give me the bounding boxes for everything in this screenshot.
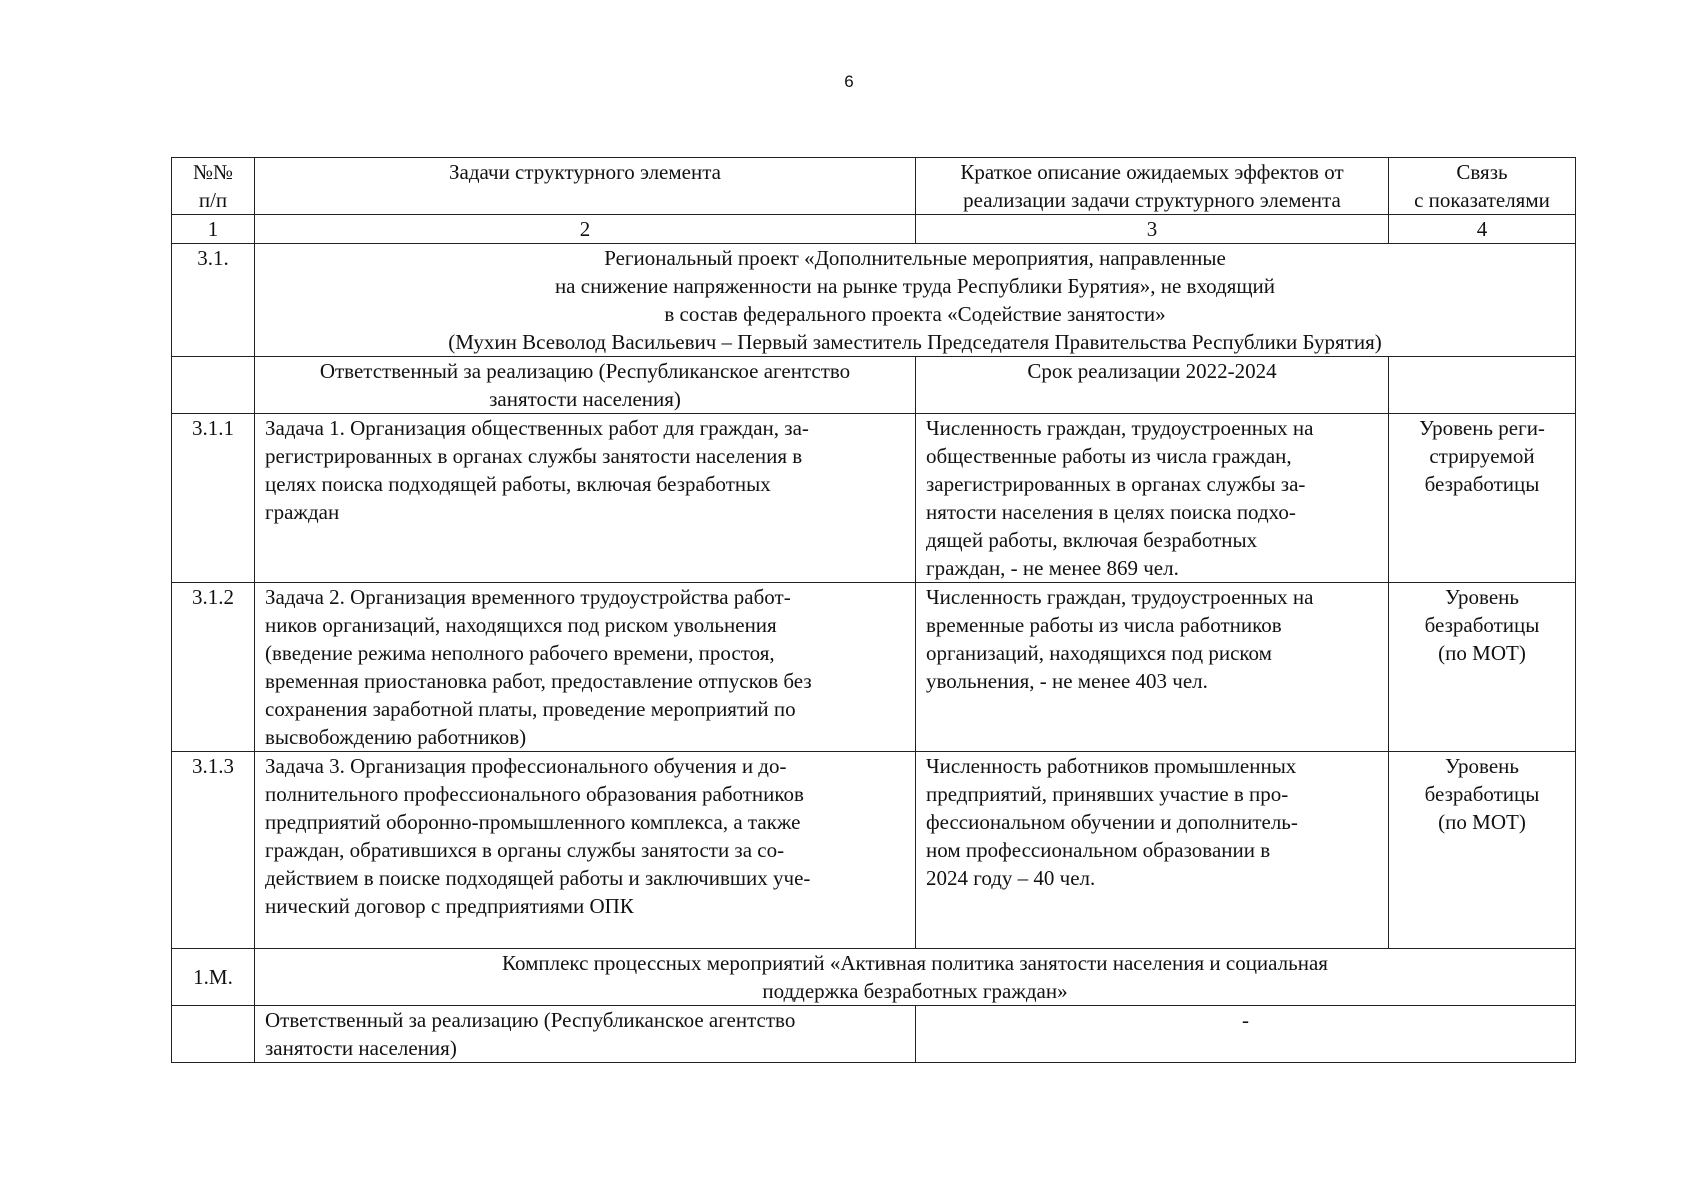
header-link-line: Связь	[1456, 160, 1508, 184]
section-num: 3.1.	[172, 244, 255, 357]
task-line: предприятий оборонно-промышленного комплекса, а также	[265, 810, 801, 834]
section-row	[172, 244, 1576, 357]
section-title-line: в состав федерального проекта «Содействие занятости»	[664, 302, 1166, 326]
task-cell	[255, 752, 916, 949]
section-title	[255, 949, 1576, 1006]
table-row	[172, 583, 1576, 752]
effect-line: Численность граждан, трудоустроенных на	[926, 585, 1314, 609]
column-number: 4	[1389, 215, 1576, 244]
column-number: 2	[255, 215, 916, 244]
indicator-line: безработицы	[1424, 613, 1540, 637]
header-tasks: Задачи структурного элемента	[255, 158, 916, 215]
task-cell	[255, 414, 916, 583]
effect-line: нятости населения в целях поиска подхо-	[926, 500, 1296, 524]
indicator-line: безработицы	[1424, 782, 1540, 806]
term-cell: Срок реализации 2022-2024	[916, 357, 1389, 414]
column-number: 3	[916, 215, 1389, 244]
section-title-line: поддержка безработных граждан»	[762, 979, 1068, 1003]
table-row	[172, 752, 1576, 949]
section-num: 1.М.	[172, 949, 255, 1006]
effect-line: граждан, - не менее 869 чел.	[926, 556, 1179, 580]
section-title-line: (Мухин Всеволод Васильевич – Первый заместитель Председателя Правительства Республики Бурятия)	[448, 330, 1382, 354]
indicator-line: Уровень реги-	[1419, 416, 1545, 440]
task-line: действием в поиске подходящей работы и заключивших уче-	[265, 866, 811, 890]
row-num: 3.1.1	[172, 414, 255, 583]
effect-cell	[916, 414, 1389, 583]
task-line: целях поиска подходящей работы, включая безработных	[265, 472, 771, 496]
column-number-row	[172, 215, 1576, 244]
header-link	[1389, 158, 1576, 215]
responsible-line: Ответственный за реализацию (Республиканское агентство	[319, 359, 851, 383]
header-effects-line: Краткое описание ожидаемых эффектов от	[960, 160, 1344, 184]
effect-line: Численность работников промышленных	[926, 754, 1297, 778]
row-num: 3.1.2	[172, 583, 255, 752]
header-effects	[916, 158, 1389, 215]
indicator-line: безработицы	[1424, 472, 1540, 496]
effect-line: зарегистрированных в органах службы за-	[926, 472, 1306, 496]
indicator-line: (по МОТ)	[1438, 810, 1526, 834]
task-cell	[255, 583, 916, 752]
task-line: регистрированных в органах службы занятости населения в	[265, 444, 803, 468]
responsible-cell	[255, 357, 916, 414]
empty-cell	[172, 1006, 255, 1063]
effect-line: ном профессиональном образовании в	[926, 838, 1271, 862]
task-line: полнительного профессионального образования работников	[265, 782, 804, 806]
effect-line: временные работы из числа работников	[926, 613, 1282, 637]
task-line: (введение режима неполного рабочего времени, простоя,	[265, 641, 775, 665]
effect-cell	[916, 752, 1389, 949]
header-num	[172, 158, 255, 215]
task-line: временная приостановка работ, предоставление отпусков без	[265, 669, 812, 693]
empty-cell	[1389, 357, 1576, 414]
effect-line: общественные работы из числа граждан,	[926, 444, 1292, 468]
task-line: граждан, обратившихся в органы службы занятости за со-	[265, 838, 785, 862]
effect-line: фессиональном обучении и дополнитель-	[926, 810, 1298, 834]
effect-line: Численность граждан, трудоустроенных на	[926, 416, 1314, 440]
task-line: Задача 2. Организация временного трудоустройства работ-	[265, 585, 791, 609]
responsible-line: Ответственный за реализацию (Республиканское агентство	[265, 1008, 796, 1032]
indicator-cell	[1389, 583, 1576, 752]
row-num: 3.1.3	[172, 752, 255, 949]
effect-cell	[916, 583, 1389, 752]
section-title	[255, 244, 1576, 357]
task-line: Задача 1. Организация общественных работ для граждан, за-	[265, 416, 809, 440]
task-line: Задача 3. Организация профессионального обучения и до-	[265, 754, 787, 778]
header-effects-line: реализации задачи структурного элемента	[963, 188, 1341, 212]
effect-line: организаций, находящихся под риском	[926, 641, 1272, 665]
indicator-cell	[1389, 752, 1576, 949]
task-line: нический договор с предприятиями ОПК	[265, 894, 634, 918]
indicator-cell	[1389, 414, 1576, 583]
responsible-row	[172, 357, 1576, 414]
empty-cell	[172, 357, 255, 414]
structural-elements-table	[171, 157, 1576, 1063]
indicator-line: (по МОТ)	[1438, 641, 1526, 665]
indicator-line: Уровень	[1445, 585, 1519, 609]
task-line: граждан	[265, 500, 340, 524]
section-title-line: Региональный проект «Дополнительные мероприятия, направленные	[604, 246, 1226, 270]
section-title-line: на снижение напряженности на рынке труда Республики Бурятия», не входящий	[554, 274, 1276, 298]
task-line: сохранения заработной платы, проведение мероприятий по	[265, 697, 796, 721]
task-line: высвобождению работников)	[265, 725, 527, 749]
column-number: 1	[172, 215, 255, 244]
header-num-line: №№	[192, 160, 234, 184]
responsible-row	[172, 1006, 1576, 1063]
header-num-line: п/п	[198, 188, 228, 212]
responsible-line: занятости населения)	[489, 387, 681, 411]
effect-line: увольнения, - не менее 403 чел.	[926, 669, 1208, 693]
section-row	[172, 949, 1576, 1006]
page-number: 6	[844, 72, 854, 91]
indicator-line: стрируемой	[1429, 444, 1535, 468]
task-line: ников организаций, находящихся под риском увольнения	[265, 613, 777, 637]
responsible-line: занятости населения)	[265, 1036, 457, 1060]
effect-line: предприятий, принявших участие в про-	[926, 782, 1289, 806]
header-link-line: с показателями	[1414, 188, 1550, 212]
effect-line: 2024 году – 40 чел.	[926, 866, 1096, 890]
table-row	[172, 414, 1576, 583]
responsible-cell	[255, 1006, 916, 1063]
section-title-line: Комплекс процессных мероприятий «Активная политика занятости населения и социальная	[502, 951, 1328, 975]
effect-line: дящей работы, включая безработных	[926, 528, 1258, 552]
table-header-row	[172, 158, 1576, 215]
term-cell: -	[916, 1006, 1576, 1063]
indicator-line: Уровень	[1445, 754, 1519, 778]
